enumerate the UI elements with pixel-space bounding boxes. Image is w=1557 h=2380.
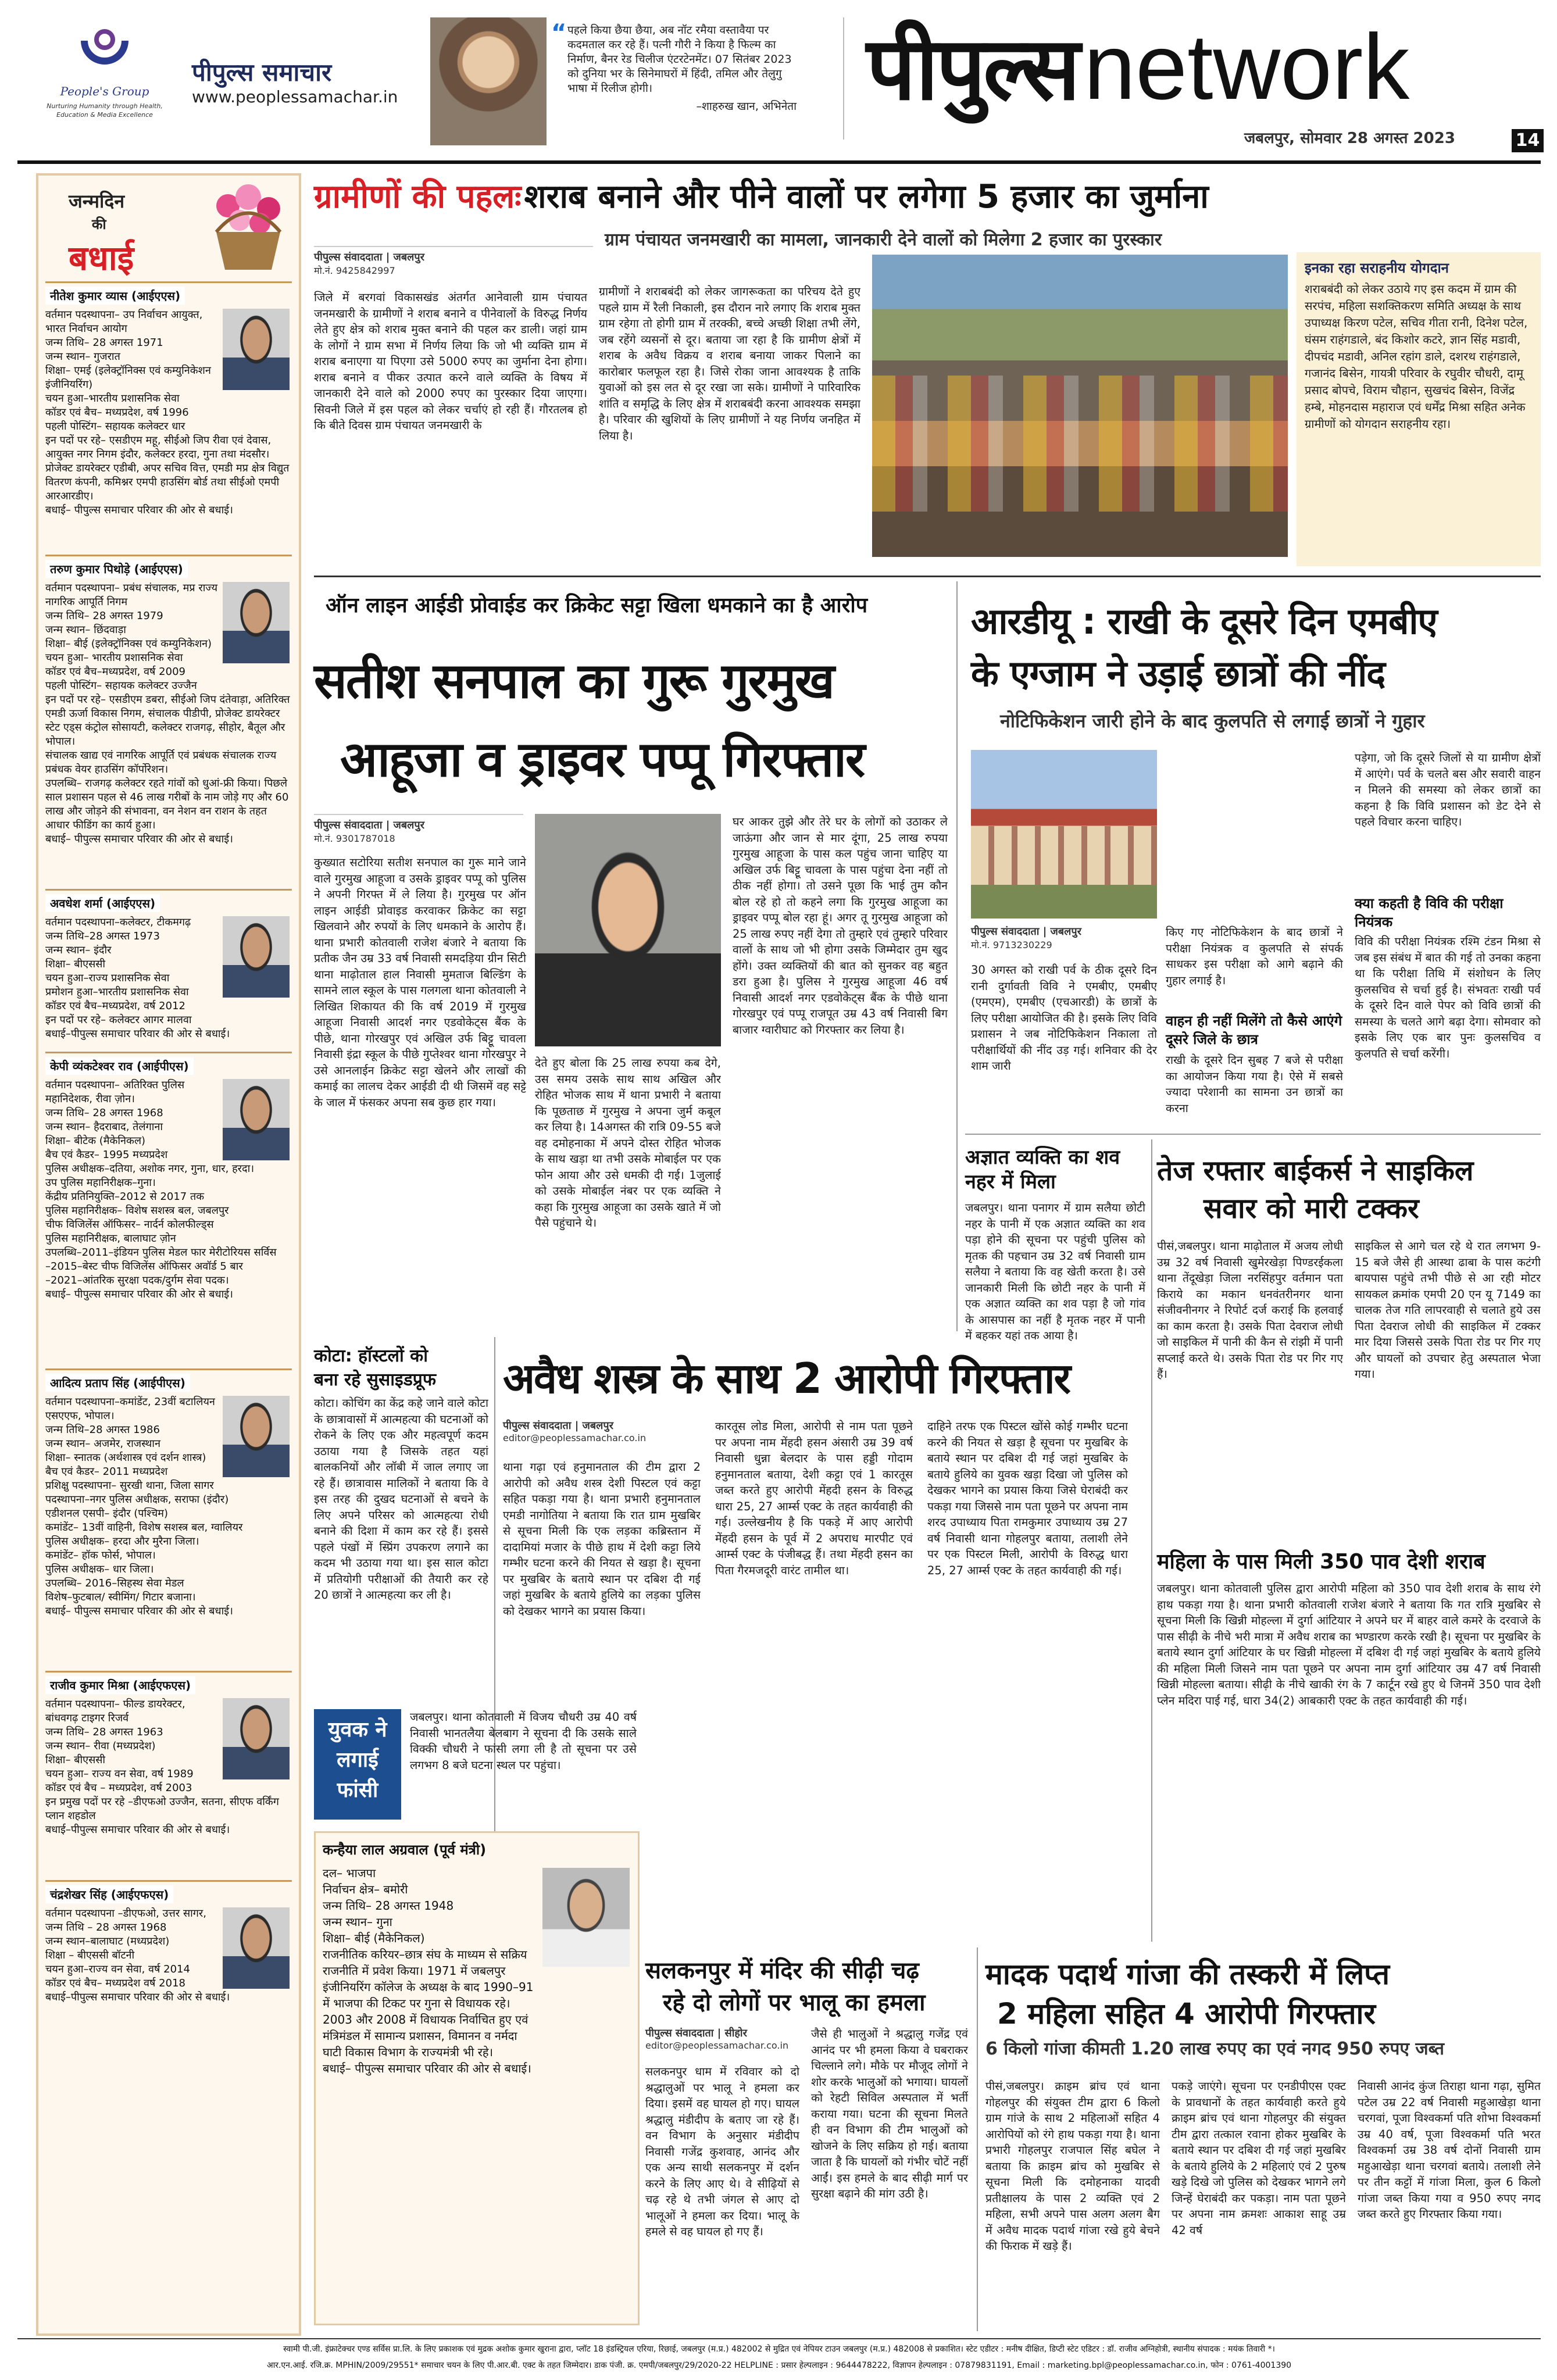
story3-byline: पीपुल्स संवाददाता | जबलपुर मो.नं. 9713230229 [971, 924, 1157, 951]
tribute-detail-line: जन्म तिथि– 28 अगस्त 1948 [323, 1899, 454, 1913]
birthday-detail-line: पदस्थापना–नगर पुलिस अधीक्षक, सराफा (इंदौर) [45, 1493, 229, 1506]
footer-rule [17, 2338, 1541, 2339]
birthday-detail-line: जन्म स्थान– गुजरात [45, 351, 120, 363]
story2-headline-l1: सतीश सनपाल का गुरू गुरमुख [314, 652, 834, 709]
birthday-detail-line: पुलिस महानिरीक्षक, बालाघाट ज़ोन [45, 1232, 176, 1245]
story-rdu-exam [965, 581, 1541, 1139]
birthday-person-name: नीतेश कुमार व्यास (आईएएस) [45, 287, 185, 305]
birthday-detail-line: वर्तमान पदस्थापना– फील्ड डायरेक्टर, बांधवगढ़ टाइगर रिजर्व [45, 1698, 185, 1724]
imprint-line-1: स्वामी पी.जी. इंफ्राटेक्चर एण्ड सर्विस प्रा.लि. के लिए प्रकाशक एवं मुद्रक अशोक कुमार खुराना द्वारा, प्लॉट 18 इंडस्ट्रियल एरिया, रिछाई, जबलपुर (म.प्र.) 482002 से मुद्रित एवं नेपियर टाउन जबलपुर (म.प्र.) 482008 से प्रकाशित। स्टेट एडीटर : मनीष दीक्षित, डिप्टी स्टेट एडिटर : डॉ. राजीव अग्निहोत्री, स्थानीय संपादक : मयंक तिवारी *। [283, 2345, 1275, 2354]
birthday-card [45, 1671, 292, 1880]
birthday-sidebar [36, 173, 301, 2336]
birthday-detail-line: जन्म स्थान– इंदौर [45, 944, 112, 956]
story9-headline-l2: रहे दो लोगों पर भालू का हमला [663, 1989, 926, 2016]
birthday-detail-line: इन पदों पर रहे– एसडीएम महू, सीईओ जिप रीवा एवं देवास, आयुक्त नगर निगम इंदौर, कलेक्टर हरदा, गुना तथा मंदसौर। प्रोजेक्ट डायरेक्टर एडीबी, अपर सचिव वित्त, एमडी मप्र क्षेत्र विद्युत वितरण कंपनी, कमिश्नर एमपी हाउसिंग बोर्ड तथा सीईओ एमपी आरआरडीए। [45, 434, 290, 502]
masthead-rule [17, 160, 1541, 164]
birthday-detail-line: बधाई–पीपुल्स समाचार परिवार की ओर से बधाई। [45, 1991, 230, 2003]
birthday-detail-line: वर्तमान पदस्थापना –डीएफओ, उत्तर सागर, [45, 1907, 207, 1920]
story7-col1: थाना गढ़ा एवं हनुमानताल की टीम द्वारा 2 आरोपी को अवैध शस्त्र देशी पिस्टल एवं कट्टा सहित पकड़ा गया है। थाना प्रभारी हनुमानताल एमडी नागोतिया ने बताया कि रात ग्राम मुखबिर से सूचना मिली कि एक लड़का कब्रिस्तान में दादामियां मजार के पीछे हाथ में देशी कट्टा लिये गम्भीर घटना करने की नियत से खड़ा है। सूचना पर मुखबिर के बताये स्थान पर दबिश दी गई जहां मुखबिर के बताये हुलिये का लड़का पुलिस को देखकर भागने का प्रयास किया। [503, 1460, 701, 1618]
birthday-detail-line: चयन हुआ– भारतीय प्रशासनिक सेवा [45, 652, 183, 664]
birthday-detail-line: उपलब्धि–2011–इंडियन पुलिस मेडल फार मेरीटोरियस सर्विस [45, 1246, 277, 1259]
story5-headline-l1: तेज रफ्तार बाईकर्स ने साइकिल [1157, 1155, 1474, 1187]
birthday-detail-line: जन्म तिथि – 28 अगस्त 1968 [45, 1921, 167, 1934]
birthday-detail-line: जन्म तिथि–28 अगस्त 1986 [45, 1424, 160, 1436]
shahrukh-photo [430, 17, 547, 145]
story6-headline: बना रहे सुसाइडप्रूफ [314, 1370, 436, 1390]
story1-col1: जिले में बरगवां विकासखंड अंतर्गत आनेवाली ग्राम पंचायत जनमखारी के ग्रामीणों ने शराब बनाने व पीनेवालों के विरुद्ध निर्णय लेते हुए क्षेत्र को शराब मुक्त बनाने की पहल कर डाली। जहां ग्राम के लोगों ने ग्राम सभा में निर्णय लिया कि जो भी व्यक्ति ग्राम में शराब बनाएगा या पिएगा उसे 5000 रुपए का जुर्माना देना होगा। शराब बनाने व पीकर उत्पात करने वाले व्यक्ति के विषय में जानकारी देने वाले को 2000 रुपए का पुरस्कार दिया जाएगा। सिवनी जिले में इस पहल को लेकर चर्चाएं हो रही हैं। गौरतलब हो कि बीते दिवस ग्राम पंचायत जनमखारी के [314, 291, 587, 432]
peoples-group-logo [47, 17, 163, 134]
birthday-detail-line: कमांडेंट– 13वीं वाहिनी, विशेष सशस्त्र बल, ग्वालियर [45, 1521, 243, 1534]
story-hanging [314, 1709, 640, 1825]
story9-headline-l1: सलकनपुर में मंदिर की सीढ़ी चढ़ [645, 1957, 919, 1984]
section-rule-rdu [965, 1134, 1541, 1135]
accused-photo [535, 814, 721, 1046]
story2-col3: घर आकर तुझे और तेरे घर के लोगों को उठाकर ले जाऊंगा और जान से मार दूंगा, 25 लाख रुपया गुरमुख आहूजा के पास कल पहुंच जाना चाहिए या अखिल उर्फ बिट्टू चावला के पास पहुंचा देना नहीं तो ठीक नहीं होगा। तो उसने पूछा कि भाई तुम कौन बोल रहे हो तो कहने लगा कि गुरमुख आहूजा का ड्राइवर पप्पू बोल रहा हूं। अगर तू गुरमुख आहूजा को 25 लाख रुपए नहीं देगा तो तुम्हारे एवं तुम्हारे परिवार वालों के साथ जो भी होगा उसके जिम्मेदार तुम खुद होंगे। उक्त व्यक्तियों की बात को सुनकर वह बहुत डरा हुआ है। पुलिस ने गुरमुख आहूजा 46 वर्ष निवासी आदर्श नगर एडवोकेट्स बैंक के पीछे थाना गोरखपुर एवं पप्पू राजपूत उम्र 43 वर्ष निवासी बिग बाजार ग्वारीघाट को गिरफ्तार कर लिया है। [733, 815, 948, 1037]
story3-sub1-text: राखी के दूसरे दिन सुबह 7 बजे से परीक्षा का आयोजन किया गया है। ऐसे में सबसे ज्यादा परेशानी का सामना उन छात्रों का करना [1166, 1053, 1343, 1115]
story2-headline-l2: आहूजा व ड्राइवर पप्पू गिरफ्तार [340, 731, 865, 788]
birthday-person-name: आदित्य प्रताप सिंह (आईपीएस) [45, 1374, 190, 1392]
birthday-detail-line: कॉडर एवं बैच–मध्यप्रदेश, वर्ष 2012 [45, 1000, 185, 1012]
birthday-detail-line: जन्म तिथि– 28 अगस्त 1971 [45, 337, 163, 349]
birthday-detail-line: विशेष–फुटबाल/ स्वीमिंग/ गिटार बजाना। [45, 1591, 196, 1603]
birthday-detail-line: उपलब्धि– 2016–सिहस्थ सेवा मेडल [45, 1577, 184, 1589]
birthday-detail-line: बैच एवं कैडर– 1995 मध्यप्रदेश [45, 1149, 168, 1161]
story-liquor-ban [314, 173, 1541, 569]
story3-sub1-title: वाहन ही नहीं मिलेंगे तो कैसे आएंगे दूसरे जिले के छात्र [1166, 1013, 1342, 1048]
tribute-photo [542, 1868, 630, 1967]
story3-headline-l2: के एग्जाम ने उड़ाई छात्रों की नींद [971, 652, 1385, 695]
birthday-detail-line: जन्म तिथि– 28 अगस्त 1979 [45, 610, 163, 622]
birthday-detail-line: केंद्रीय प्रतिनियुक्ति–2012 से 2017 तक [45, 1191, 205, 1203]
story3-sub2-title: क्या कहती है विवि की परीक्षा नियंत्रक [1355, 895, 1504, 930]
birthday-person-photo [223, 916, 290, 998]
masthead-divider [843, 17, 844, 140]
birthday-card [45, 1368, 292, 1671]
story-illegal-arms [503, 1337, 1148, 1703]
birthday-detail-line: बधाई– पीपुल्स समाचार परिवार की ओर से बधाई। [45, 833, 233, 845]
birthday-person-photo [223, 1079, 290, 1160]
birthday-detail-line: शिक्षा– बीई (इलेक्ट्रॉनिक्स एवं कम्युनिकेशन) [45, 638, 212, 650]
story1-contribution-box [1297, 252, 1541, 566]
flower-basket-icon [205, 183, 292, 276]
story10-subhead: 6 किलो गांजा कीमती 1.20 लाख रुपए का एवं नगद 950 रुपए जब्त [985, 2039, 1445, 2059]
birthday-detail-line: जन्म तिथि– 28 अगस्त 1968 [45, 1107, 163, 1119]
birthday-detail-line: शिक्षा– बीटेक (मैकेनिकल) [45, 1135, 146, 1147]
birthday-detail-line: जन्म स्थान– अजमेर, राजस्थान [45, 1438, 160, 1450]
dateline: जबलपुर, सोमवार 28 अगस्त 2023 [1244, 130, 1455, 147]
sidebar-header [45, 183, 292, 281]
col-divider-c [1151, 1139, 1152, 1942]
birthday-detail-line: जन्म स्थान–बालाघाट (मध्यप्रदेश) [45, 1935, 170, 1947]
story1-kicker: ग्रामीणों की पहलः [314, 178, 522, 216]
story3-byline-city: जबलपुर [1050, 925, 1081, 938]
story2-byline-name: पीपुल्स संवाददाता [314, 819, 383, 831]
story3-headline-l1: आरडीयू : राखी के दूसरे दिन एमबीए [971, 600, 1437, 642]
section-rule-1 [314, 576, 1541, 577]
story1-headline [314, 173, 1541, 220]
birthday-detail-line: चयन हुआ–राज्य वन सेवा, वर्ष 2014 [45, 1963, 190, 1975]
birthday-detail-line: कॉडर एवं बैच– मध्यप्रदेश, वर्ष 1996 [45, 406, 189, 419]
birthday-detail-line: उप पुलिस महानिरीक्षक–गुना। [45, 1177, 156, 1189]
birthday-detail-line: वर्तमान पदस्थापना–कलेक्टर, टीकमगढ़ [45, 916, 191, 928]
story3-col1: 30 अगस्त को राखी पर्व के ठीक दूसरे दिन रानी दुर्गावती विवि ने एमबीए, एमबीए (एमएम), एमबीए (एचआरडी) के छात्रों के लिए परीक्षा आयोजित की है। इसके लिए विवि प्रशासन ने जब नोटिफिकेशन निकाला तो परीक्षार्थियों की नींद उड़ गई। शनिवार की देर शाम जारी [971, 963, 1157, 1073]
story11-text: जबलपुर। थाना कोतवाली पुलिस द्वारा आरोपी महिला को 350 पाव देशी शराब के साथ रंगे हाथ पकड़ा गया है। थाना प्रभारी कोतवाली राजेश बंजारे ने बताया कि गत रात्रि मुखबिर से सूचना मिली कि खिन्नी मोहल्ला में दुर्गा आंटियार ने अपने घर में बाहर वाले कमरे के दरवाजे के पास सीढ़ी के नीचे भरी मात्रा में अवैध शराब का भण्डारण करके रखी है। सूचना पर मुखबिर के बताये स्थान दुर्गा आंटियार के घर खिन्नी मोहल्ला में दबिश दी गई जहां मुखबिर के बताये हुलिये की महिला मिली जिसने नाम पता पूछने पर अपना नाम दुर्गा आंटियार उम्र 47 वर्ष निवासी खिन्नी मोहल्ला बताया। सीढ़ी के नीचे खाकी रंग के 7 कार्टून रखे हुए थे जिनमें 350 पाव देशी प्लेन मदिरा पाई गई, धारा 34(2) आबकारी एक्ट के तहत कार्यवाही की गई। [1157, 1582, 1541, 1707]
birthday-detail-line: एडीशनल एसपी– इंदौर (पश्चिम) [45, 1507, 169, 1520]
story2-byline-phone: मो.नं. 9301787018 [314, 833, 395, 844]
tribute-detail-line: निर्वाचन क्षेत्र– बमोरी [323, 1882, 408, 1896]
birthday-detail-line: पुलिस अधीक्षक– हरदा और मुरैना जिला। [45, 1535, 199, 1548]
story7-headline: अवैध शस्त्र के साथ 2 आरोपी गिरफ्तार [503, 1354, 1070, 1403]
story4-headline: अज्ञात व्यक्ति का शव नहर में मिला [965, 1146, 1120, 1193]
birthday-card [45, 1052, 292, 1368]
tribute-detail-line: बधाई– पीपुल्स समाचार परिवार की ओर से बधाई। [323, 2061, 531, 2075]
masthead [0, 0, 1557, 157]
story7-byline-city: जबलपुर [582, 1420, 613, 1432]
story2-col1: कुख्यात सटोरिया सतीश सनपाल का गुरू माने जाने वाले गुरमुख आहूजा व उसके ड्राइवर पप्पू को पुलिस ने अपनी गिरफ्त में ले लिया है। गुरमुख पर ऑन लाइन आईडी प्रोवाइड करवाकर क्रिकेट का सट्टा खिलवाने और रुपयों के लिए धमकाने के आरोप हैं। थाना प्रभारी कोतवाली राजेश बंजारे ने बताया कि प्रतीक जैन उम्र 33 वर्ष निवासी समदड़िया ग्रीन सिटी थाना माढ़ोताल हाल निवासी मुमताज बिल्डिंग के सामने लाल स्कूल के पास गलगला थाना कोतवाली ने लिखित शिकायत की कि वर्ष 2019 में गुरमुख आहूजा निवासी आदर्श नगर एडवोकेट्स बैंक के पीछे, थाना गोरखपुर एवं अखिल उर्फ बिट्टू चावला निवासी इंद्रा स्कूल के पीछे गुप्तेश्वर थाना गोरखपुर ने उसे आनलाईन क्रिकेट सट्टा खेलने और लाखों की कमाई का लालच देकर आईडी दी थी जिसमें वह सट्टे के जाल में फंसकर अपना सब कुछ हार गया। [314, 856, 526, 1109]
birthday-detail-line: शिक्षा– बीएससी [45, 958, 106, 970]
story5-headline-l2: सवार को मारी टक्कर [1204, 1192, 1419, 1225]
birthday-person-name: चंद्रशेखर सिंह (आईएफएस) [45, 1885, 173, 1903]
birthday-person-name: तरुण कुमार पिथोड़े (आईएएस) [45, 560, 188, 578]
birthday-detail-line: प्रशिक्षु पदस्थापना– सुरखी थाना, जिला सागर [45, 1480, 214, 1492]
birthday-detail-line: जन्म स्थान– रीवा (मध्यप्रदेश) [45, 1740, 156, 1752]
story1-box-title: इनका रहा सराहनीय योगदान [1305, 260, 1449, 276]
tribute-box [314, 1831, 640, 2325]
story-ganja-smuggling [985, 1947, 1541, 2331]
story1-byline: पीपुल्स संवाददाता | जबलपुर मो.नं. 9425842997 [314, 246, 593, 277]
story3-col3: पड़ेगा, जो कि दूसरे जिलों से या ग्रामीण क्षेत्रों में आएंगे। पर्व के चलते बस और सवारी वाहन न मिलने की समस्या को लेकर छात्रों का कहना है कि विवि प्रशासन को डेट देने से पहले विचार करना चाहिए। [1355, 751, 1541, 828]
birthday-detail-line: कमांडेंट– हॉक फोर्स, भोपाल। [45, 1549, 156, 1561]
story1-byline-city: जबलपुर [393, 251, 424, 263]
birthday-detail-line: शिक्षा – बीएससी बॉटनी [45, 1949, 135, 1961]
story8-text: जबलपुर। थाना कोतवाली में विजय चौधरी उम्र 40 वर्ष निवासी भानतलैया बेलबाग ने सूचना दी कि उसके साले विक्की चौधरी ने फांसी लगा ली है तो सूचना पर उसे लगभग 8 बजे घटना स्थल पर पहुंचा। [410, 1710, 637, 1772]
birthday-detail-line: शिक्षा– स्नातक (अर्थशास्त्र एवं दर्शन शास्त्र) [45, 1452, 206, 1464]
story-bikers [1157, 1139, 1541, 1535]
birthday-detail-line: जन्म स्थान– हैदराबाद, तेलंगाना [45, 1121, 163, 1133]
story4-text: जबलपुर। थाना पनागर में ग्राम सलैया छोटी नहर के पानी में एक अज्ञात व्यक्ति का शव पड़ा होने की सूचना पर पहुंची पुलिस को मृतक की पहचान उम्र 32 वर्ष निवासी ग्राम सलैया ने बताया कि वह खेती करता है। उसे जानकारी मिली कि छोटी नहर के पानी में एक अज्ञात व्यक्ति का शव पड़ा है जो गांव के आसपास का नहीं है मृतक नहर में पानी में बहकर यहां तक आया है। [965, 1201, 1145, 1342]
birthday-detail-line: पहली पोस्टिंग– सहायक कलेक्टर धार [45, 420, 185, 433]
story9-col2: जैसे ही भालुओं ने श्रद्धालु गजेंद्र एवं आनंद पर भी हमला किया वे घबराकर चिल्लाने लगे। मौके पर मौजूद लोगों ने शोर करके भालुओं को भगाया। घायलों को रेहटी सिविल अस्पताल में भर्ती कराया गया। घटना की सूचना मिलते ही वन विभाग की टीम भालुओं को खोजने के लिए सक्रिय हो गई। बताया जाता है कि घायलों को गंभीर चोटें नहीं आईं। इस हमले के बाद सीढ़ी मार्ग पर सुरक्षा बढ़ाने की मांग उठी है। [811, 2027, 968, 2200]
story7-col2: कारतूस लोड मिला, आरोपी से नाम पता पूछने पर अपना नाम मेंहदी हसन अंसारी उम्र 39 वर्ष निवासी धुन्ना बेलदार के पास हड्डी गोदाम हनुमानताल बताया, देशी कट्टा एवं 1 कारतूस जब्त करते हुए आरोपी मेंहदी हसन के विरुद्ध धारा 25, 27 आर्म्स एक्ट के तहत कार्यवाही की गई। उल्लेखनीय है कि पकड़े में आए आरोपी मेंहदी हसन के पूर्व में 2 अपराध मारपीट एवं आर्म्स एक्ट के पंजीबद्ध हैं। तथा मेंहदी हसन का पिता गैरमजदूरी वारंट तामील था। [715, 1420, 913, 1577]
edition-title [866, 6, 1409, 122]
sidebar-title-top: जन्मदिन [69, 190, 125, 212]
story1-byline-phone: मो.नं. 9425842997 [314, 265, 395, 276]
group-tagline: Nurturing Humanity through Health, Education & Media Excellence [47, 102, 163, 119]
birthday-detail-line: पुलिस अधीक्षक–दतिया, अशोक नगर, गुना, धार, हरदा। [45, 1163, 255, 1175]
story-liquor-woman [1157, 1541, 1541, 1942]
birthday-detail-line: शिक्षा– एमई (इलेक्ट्रॉनिक्स एवं कम्युनिकेशन इंजीनियरिंग) [45, 364, 211, 391]
story3-col2: किए गए नोटिफिकेशन के बाद छात्रों ने परीक्षा नियंत्रक व कुलपति से संपर्क साधकर इस परीक्षा को आगे बढ़ाने की गुहार लगाई है। [1166, 925, 1343, 987]
birthday-person-photo [223, 1698, 290, 1779]
birthday-detail-line: इन पदों पर रहे– एसडीएम डबरा, सीईओ जिप दंतेवाड़ा, अतिरिक्त एमडी ऊर्जा विकास निगम, संचालक पीडीपी, प्रोजेक्ट डायरेक्टर स्टेट एड्स कंट्रोल सोसायटी, कलेक्टर राजगढ़, सीहोर, बैतूल और भोपाल। [45, 694, 290, 748]
birthday-detail-line: वर्तमान पदस्थापना– अतिरिक्त पुलिस महानिदेशक, रीवा ज़ोन। [45, 1079, 185, 1105]
sidebar-title-bottom: बधाई [69, 238, 134, 278]
story3-subhead: नोटिफिकेशन जारी होने के बाद कुलपति से लगाई छात्रों ने गुहार [1000, 710, 1425, 732]
birthday-detail-line: इन पदों पर रहे– कलेक्टर आगर मालवा [45, 1014, 192, 1026]
page-number: 14 [1512, 129, 1544, 152]
tribute-detail-line: दल– भाजपा [323, 1866, 376, 1880]
story1-box-text: शराबबंदी को लेकर उठाये गए इस कदम में ग्राम की सरपंच, महिला सशक्तिकरण समिति अध्यक्ष के साथ उपाध्यक्ष किरण पटेल, सचिव गीता रानी, दिनेश पटेल, घंसम राहंगडाले, बंद किशोर कटरे, ज्ञान सिंह मडावी, दीपचंद मडावी, अनिल रहांग डाले, दशरथ राहंगडाले, गजानंद बिसेन, गायत्री परिवार के रघुवीर चौधरी, दामू प्रसाद बोपचे, विराम चौहान, सुखचंद बिसेन, विजेंद्र हम्बे, मोहनदास महाराज एवं धर्मेंद्र मिश्रा सहित अनेक ग्रामीणों को योगदान सराहनीय रहा। [1305, 282, 1528, 431]
story1-byline-name: पीपुल्स संवाददाता [314, 251, 383, 263]
birthday-detail-line: पहली पोस्टिंग– सहायक कलेक्टर उज्जैन [45, 680, 197, 692]
story10-col1: पीसं,जबलपुर। क्राइम ब्रांच एवं थाना गोहलपुर की संयुक्त टीम द्वारा 6 किलो ग्राम गांजे के साथ 2 महिलाओं सहित 4 आरोपियों को रंगे हाथ पकड़ा गया है। थाना प्रभारी गोहलपुर राजपाल सिंह बघेल ने बताया कि क्राइम ब्रांच को मुखबिर से सूचना मिली कि दमोहनाका यादवी प्रतीक्षालय के पास 2 व्यक्ति एवं 2 महिला, सभी अपने पास अलग अलग बैग में अवैध मादक पदार्थ गांजा रखे हुये बेचने की फिराक में खड़े हैं। [985, 2079, 1160, 2253]
story1-subhead: ग्राम पंचायत जनमखारी का मामला, जानकारी देने वालों को मिलेगा 2 हजार का पुरस्कार [605, 230, 1162, 250]
story9-col1: सलकनपुर धाम में रविवार को दो श्रद्धालुओं पर भालू ने हमला कर दिया। इसमें वह घायल हो गए। घायल श्रद्धालु मंडीदीप के बताए जा रहे हैं। वन विभाग के अनुसार मंडीदीप निवासी गजेंद्र कुशवाह, आनंद और एक अन्य साथी सलकनपुर में दर्शन करने के लिए आए थे। वे सीढ़ियों से चढ़ रहे थे तभी जंगल से आए दो भालूओं ने हमला कर दिया। भालू के हमले से वह घायल हो गए हैं। [645, 2065, 799, 2238]
story2-kicker: ऑन लाइन आईडी प्रोवाईड कर क्रिकेट सट्टा खिला धमकाने का है आरोप [326, 594, 868, 617]
birthday-detail-line: चयन हुआ–भारतीय प्रशासनिक सेवा [45, 392, 180, 405]
quote-text: पहले किया छैया छैया, अब नॉट रमैया वस्तावैया पर कदमताल कर रहे हैं। पत्नी गौरी ने किया है फिल्म का निर्माण, बैनर रेड चिलीज एंटरटेनमेंट। 07 सितंबर 2023 को दुनिया भर के सिनेमाघरों में हिंदी, तमिल और तेलुगु भाषा में रिलीज होगी। [567, 24, 792, 95]
birthday-detail-line: बधाई–पीपुल्स समाचार परिवार की ओर से बधाई। [45, 1824, 230, 1836]
story2-col2: देते हुए बोला कि 25 लाख रुपया कब देगे, उस समय उसके साथ साथ अखिल और रोहित भोजक साथ में थाना प्रभारी ने बताया कि पूछताछ में गुरमुख ने अपना जुर्म कबूल कर लिया है। 14अगस्त की रात्रि 09-55 बजे वह दमोहनाका में अपने दोस्त रोहित भोजक के साथ खड़ा था तभी उसके मोबाईल पर एक फोन आया और उसे धमकी दी गई। 1जुलाई को उसके मोबाईल नंबर पर एक व्यक्ति ने कहा कि गुरमुख आहूजा का उसके खाते में जो पैसे पहुंचाने थे। [535, 1056, 721, 1230]
birthday-detail-line: –2015–बेस्ट चीफ विजिलेंस ऑफिसर अवॉर्ड 5 बार [45, 1260, 243, 1273]
story3-byline-phone: मो.नं. 9713230229 [971, 939, 1052, 950]
story9-byline-name: पीपुल्स संवाददाता [645, 2027, 714, 2039]
edition-title-hindi: पीपुल्स [866, 19, 1079, 120]
quote-author: –शाहरुख खान, अभिनेता [696, 100, 797, 113]
birthday-card [45, 1880, 292, 2060]
story6-text: कोटा। कोचिंग का केंद्र कहे जाने वाले कोटा के छात्रावासों में आत्महत्या की घटनाओं को रोकने के लिए एक और महत्वपूर्ण कदम उठाया गया है जिसके तहत यहां बालकनियों और लॉबी में जाल लगाए जा रहे हैं। छात्रावास मालिकों ने बताया कि वे इस तरह की दुखद घटनाओं से बचने के लिए अपने परिसर को आत्महत्या रोधी बनाने की दिशा में काम कर रहे हैं। इससे पहले पंखों में स्प्रिंग उपकरण लगाने का कदम भी उठाया गया था। इस साल कोटा में प्रतियोगी परीक्षाओं की तैयारी कर रहे 20 छात्रों ने आत्महत्या कर ली है। [314, 1396, 488, 1602]
story11-headline: महिला के पास मिली 350 पाव देशी शराब [1157, 1550, 1485, 1574]
birthday-detail-line: जन्म तिथि–28 अगस्त 1973 [45, 930, 160, 942]
story7-byline-email: editor@peoplessamachar.co.in [503, 1432, 647, 1443]
birthday-detail-line: कॉडर एवं बैच – मध्यप्रदेश, वर्ष 2003 [45, 1782, 192, 1794]
birthday-detail-line: प्रमोशन हुआ–भारतीय प्रशासनिक सेवा [45, 986, 189, 998]
tribute-name: कन्हैया लाल अग्रवाल (पूर्व मंत्री) [323, 1842, 487, 1858]
birthday-detail-line: बैच एवं कैडर– 2011 मध्यप्रदेश [45, 1466, 168, 1478]
birthday-detail-line: पुलिस महानिरीक्षक– विशेष सशस्त्र बल, जबलपुर [45, 1205, 229, 1217]
birthday-detail-line: बधाई– पीपुल्स समाचार परिवार की ओर से बधाई। [45, 1605, 233, 1617]
col-divider-a [956, 581, 958, 1331]
story2-byline: पीपुल्स संवाददाता | जबलपुर मो.नं. 9301787018 [314, 814, 523, 845]
birthday-person-photo [223, 582, 290, 663]
quote-box [551, 20, 797, 113]
story-bear-attack [645, 1947, 971, 2331]
story2-byline-city: जबलपुर [393, 819, 424, 831]
birthday-detail-line: वर्तमान पदस्थापना– प्रबंध संचालक, मप्र राज्य नागरिक आपूर्ति निगम [45, 582, 218, 608]
birthday-detail-line: शिक्षा– बीएससी [45, 1754, 106, 1766]
sidebar-people-list [45, 281, 292, 2060]
birthday-detail-line: संचालक खाद्य एवं नागरिक आपूर्ति एवं प्रबंधक संचालक राज्य प्रबंधक वेयर हाउसिंग कॉर्पोरेशन। [45, 749, 277, 776]
tribute-lines [323, 1865, 538, 2077]
story10-headline-l2: 2 महिला सहित 4 आरोपी गिरफ्तार [997, 1997, 1376, 2031]
story7-byline: पीपुल्स संवाददाता | जबलपुर editor@peoplessamachar.co.in [503, 1418, 695, 1443]
birthday-detail-line: –2021–आंतरिक सुरक्षा पदक/दुर्गम सेवा पदक। [45, 1274, 229, 1287]
paper-name: पीपुल्स समाचार [192, 58, 332, 87]
story10-col2: पकड़े जाएंगे। सूचना पर एनडीपीएस एक्ट के प्रावधानों के तहत कार्यवाही करते हुये क्राइम ब्रांच एवं थाना गोहलपुर की संयुक्त टीम द्वारा तत्काल रवाना होकर मुखबिर के बताये स्थान पर दबिश दी गई जहां मुखबिर के बताये हुलिये के 2 महिलाएं एवं 2 पुरुष खड़े दिखे जो पुलिस को देखकर भागने लगे जिन्हें घेराबंदी कर पकड़ा। नाम पता पूछने पर अपना नाम क्रमशः आकाश साहू उम्र 42 वर्ष [1172, 2079, 1346, 2237]
story8-kicker: युवक ने लगाई फांसी [314, 1709, 401, 1820]
imprint-line-2: आर.एन.आई. रजि.क्र. MPHIN/2009/29551* समाचार चयन के लिए पी.आर.बी. एक्ट के तहत जिम्मेदार। डाक पंजी. क्र. एमपी/जबलपुर/29/2020-22 HELPLINE : प्रसार हेल्पलाइन : 9644478222, विज्ञापन हेल्पलाइन : 07879831191, Email : marketing.bpl@peoplessamachar.co.in, फोन : 0761-4001390 [266, 2361, 1292, 2370]
birthday-person-photo [223, 1396, 290, 1477]
story5-col2: साइकिल से आगे चल रहे थे रात लगभग 9-15 बजे जैसे ही आस्था ढाबा के पास कटंगी बायपास पहुंचे तभी पीछे से आ रही मोटर सायकल क्रमांक एमपी 20 एन यू 7149 का चालक तेज गति लापरवाही से चलाते हुये उस पिता देवराज लोधी की साइकिल में टक्कर मार दिया जिससे उसके पिता रोड पर गिर गए और घायलों को उपचार हेतु अस्पताल भेजा गया। [1355, 1239, 1541, 1381]
birthday-person-photo [223, 1907, 290, 1989]
birthday-detail-line: चयन हुआ–राज्य प्रशासनिक सेवा [45, 972, 170, 984]
birthday-detail-line: कॉडर एवं बैच–मध्यप्रदेश, वर्ष 2009 [45, 666, 185, 678]
rally-photo [872, 255, 1288, 557]
birthday-card [45, 555, 292, 889]
story-cricket-betting [314, 581, 948, 1331]
birthday-person-name: केपी व्यंकटेश्वर राव (आईपीएस) [45, 1057, 194, 1075]
story9-byline-email: editor@peoplessamachar.co.in [645, 2040, 789, 2051]
birthday-detail-line: वर्तमान पदस्थापना– उप निर्वाचन आयुक्त, भारत निर्वाचन आयोग [45, 309, 203, 335]
story3-byline-name: पीपुल्स संवाददाता [971, 925, 1040, 938]
birthday-detail-line: कॉडर एवं बैच– मध्यप्रदेश वर्ष 2018 [45, 1977, 185, 1989]
story5-col1: पीसं,जबलपुर। थाना माढ़ोताल में अजय लोधी उम्र 32 वर्ष निवासी खुमेरखेड़ा पिण्डरईकला थाना तेंदूखेड़ा जिला नरसिंहपुर वर्तमान पता किराये का मकान धनवंतरीनगर थाना संजीवनीनगर ने रिपोर्ट दर्ज कराई कि हलवाई का काम करता है। उसके पिता देवराज लोधी जो साइकिल में पानी की कैन से रांझी में पानी सप्लाई करते थे। उसके पिता रोड पर गिर गए हैं। [1157, 1239, 1343, 1381]
birthday-detail-line: बधाई– पीपुल्स समाचार परिवार की ओर से बधाई। [45, 1288, 233, 1300]
birthday-detail-line: वर्तमान पदस्थापना–कमांडेंट, 23वीं बटालियन एसएएफ, भोपाल। [45, 1396, 215, 1422]
birthday-detail-line: उपलब्धि– राजगढ़ कलेक्टर रहते गांवों को धुआं-फ्री किया। पिछले साल प्रशासन पहल से 46 लाख गरीबों के नाम जोड़े गए और 60 लाख और जोड़ने की संभावना, वन नेशन वन राशन के तहत आधार फीडिंग का कार्य हुआ। [45, 777, 289, 831]
col-divider-d [977, 1947, 978, 2331]
story9-byline-city: सीहोर [724, 2027, 747, 2039]
tribute-detail-line: शिक्षा– बीई (मैकेनिकल) [323, 1931, 425, 1945]
birthday-detail-line: चीफ विजिलेंस ऑफिसर– नार्दर्न कोलफील्ड्स [45, 1218, 214, 1231]
university-photo [971, 750, 1157, 919]
birthday-person-photo [223, 309, 290, 390]
birthday-person-name: अवधेश शर्मा (आईएएस) [45, 894, 160, 912]
birthday-detail-line: पुलिस अधीक्षक– धार जिला। [45, 1563, 154, 1575]
story9-byline: पीपुल्स संवाददाता | सीहोर editor@peoplessamachar.co.in [645, 2026, 797, 2051]
edition-title-latin: network [1084, 15, 1410, 119]
birthday-detail-line: इन प्रमुख पदों पर रहे –डीएफओ उज्जैन, सतना, सीएफ वर्किंग प्लान शहडोल [45, 1796, 279, 1822]
story7-col3: दाहिने तरफ एक पिस्टल खोंसे कोई गम्भीर घटना करने की नियत से खड़ा है सूचना पर मुखबिर के बताये स्थान पर दबिश दी गई जहां मुखबिर के बताये हुलिये का युवक खड़ा दिखा जो पुलिस को देखकर भागने का प्रयास किया जिसे घेराबंदी कर पकड़ा गया जिससे नाम पता पूछने पर अपना नाम शरद उपाध्याय पिता रामकुमार उपाध्याय उम्र 27 वर्ष निवासी थाना गोहलपुर बताया, तलाशी लेने पर एक पिस्टल मिली, आरोपी के विरुद्ध धारा 25, 27 आर्म्स एक्ट के तहत कार्यवाही की गई। [927, 1420, 1128, 1577]
birthday-detail-line: बधाई–पीपुल्स समाचार परिवार की ओर से बधाई। [45, 1028, 230, 1040]
birthday-detail-line: जन्म तिथि– 28 अगस्त 1963 [45, 1726, 163, 1738]
story10-col3: निवासी आनंद कुंज तिराहा थाना गढ़ा, सुमित पटेल उम्र 22 वर्ष निवासी महुआखेड़ा थाना चरगवां, पूजा विश्वकर्मा पति शोभा विश्वकर्मा उम्र 40 वर्ष, पूजा विश्वकर्मा पति भरत विश्वकर्मा उम्र 38 वर्ष दोनों निवासी ग्राम महुआखेड़ा थाना चरगवां बताये। तलाशी लेने पर तीन कट्टों में गांजा मिला, कुल 6 किलो गांजा जब्त किया गया व 950 रुपए नगद जब्त करते हुए गिरफ्तार किया गया। [1358, 2079, 1541, 2221]
story3-sub2-text: विवि की परीक्षा नियंत्रक रश्मि टंडन मिश्रा से जब इस संबंध में बात की गई तो उनका कहना था कि परीक्षा तिथि में संशोधन के लिए कुलसचिव से चर्चा हुई है। संभवतः राखी पर्व के दूसरे दिन वाले पेपर को विवि छात्रों की समस्या के चलते आगे बढ़ा देगा। सोमवार को इसके लिए एक बार पुनः कुलसचिव व कुलपति से चर्चा करेंगी। [1355, 935, 1541, 1060]
birthday-card [45, 889, 292, 1052]
story10-headline-l1: मादक पदार्थ गांजा की तस्करी में लिप्त [985, 1957, 1390, 1991]
birthday-card [45, 281, 292, 555]
peoples-group-emblem-icon [73, 17, 137, 81]
birthday-detail-line: चयन हुआ– राज्य वन सेवा, वर्ष 1989 [45, 1768, 194, 1780]
story1-headline-text: शराब बनाने और पीने वालों पर लगेगा 5 हजार का जुर्माना [524, 178, 1209, 216]
paper-url[interactable]: www.peoplessamachar.in [192, 87, 398, 106]
tribute-detail-line: राजनीतिक करियर–छात्र संघ के माध्यम से सक्रिय राजनीति में प्रवेश किया। 1971 में जबलपुर इंजीनियरिंग कॉलेज के अध्यक्ष के बाद 1990–91 में भाजपा की टिकट पर गुना से विधायक रहे। 2003 और 2008 में विधायक निर्वाचित हुए एवं मंत्रिमंडल में सामान्य प्रशासन, विमानन व नर्मदा घाटी विकास विभाग के राज्यमंत्री भी रहे। [323, 1947, 534, 2059]
sidebar-title-mid: की [92, 216, 106, 233]
group-name: People's Group [60, 84, 149, 98]
story1-col2: ग्रामीणों ने शराबबंदी को लेकर जागरूकता का परिचय देते हुए पहले ग्राम में रैली निकाली, इस दौरान नारे लगाए कि शराब मुक्त ग्राम रहेगा तो होगी ग्राम में तरक्की, बच्चे अच्छी शिक्षा तभी लेंगे, जब रहेंगे व्यसनों से दूर। बताया जा रहा है कि ग्रामीण क्षेत्रों में शराब के अवैध विक्रय व शराब बनाया जाकर पिलाने का कारोबार फलफूल रहा है। जिसे रोका जाना आवश्यक है ताकि युवाओं को इस लत से दूर रखा जा सके। ग्रामीणों ने पारिवारिक शांति व समृद्धि के लिए क्षेत्र में शराबबंदी करना आवश्यक समझा है। परिवार की खुशियों के लिए ग्रामीणों ने यह निर्णय जनहित में लिया है। [599, 285, 860, 442]
tribute-detail-line: जन्म स्थान– गुना [323, 1915, 392, 1929]
quote-mark-icon: “ [551, 20, 567, 47]
birthday-person-name: राजीव कुमार मिश्रा (आईएफएस) [45, 1676, 195, 1694]
birthday-detail-line: जन्म स्थान– छिंदवाड़ा [45, 624, 126, 636]
story6-kicker: कोटा: हॉस्टलों को [314, 1346, 428, 1366]
birthday-detail-line: बधाई– पीपुल्स समाचार परिवार की ओर से बधाई। [45, 504, 233, 516]
story7-byline-name: पीपुल्स संवाददाता [503, 1420, 572, 1432]
